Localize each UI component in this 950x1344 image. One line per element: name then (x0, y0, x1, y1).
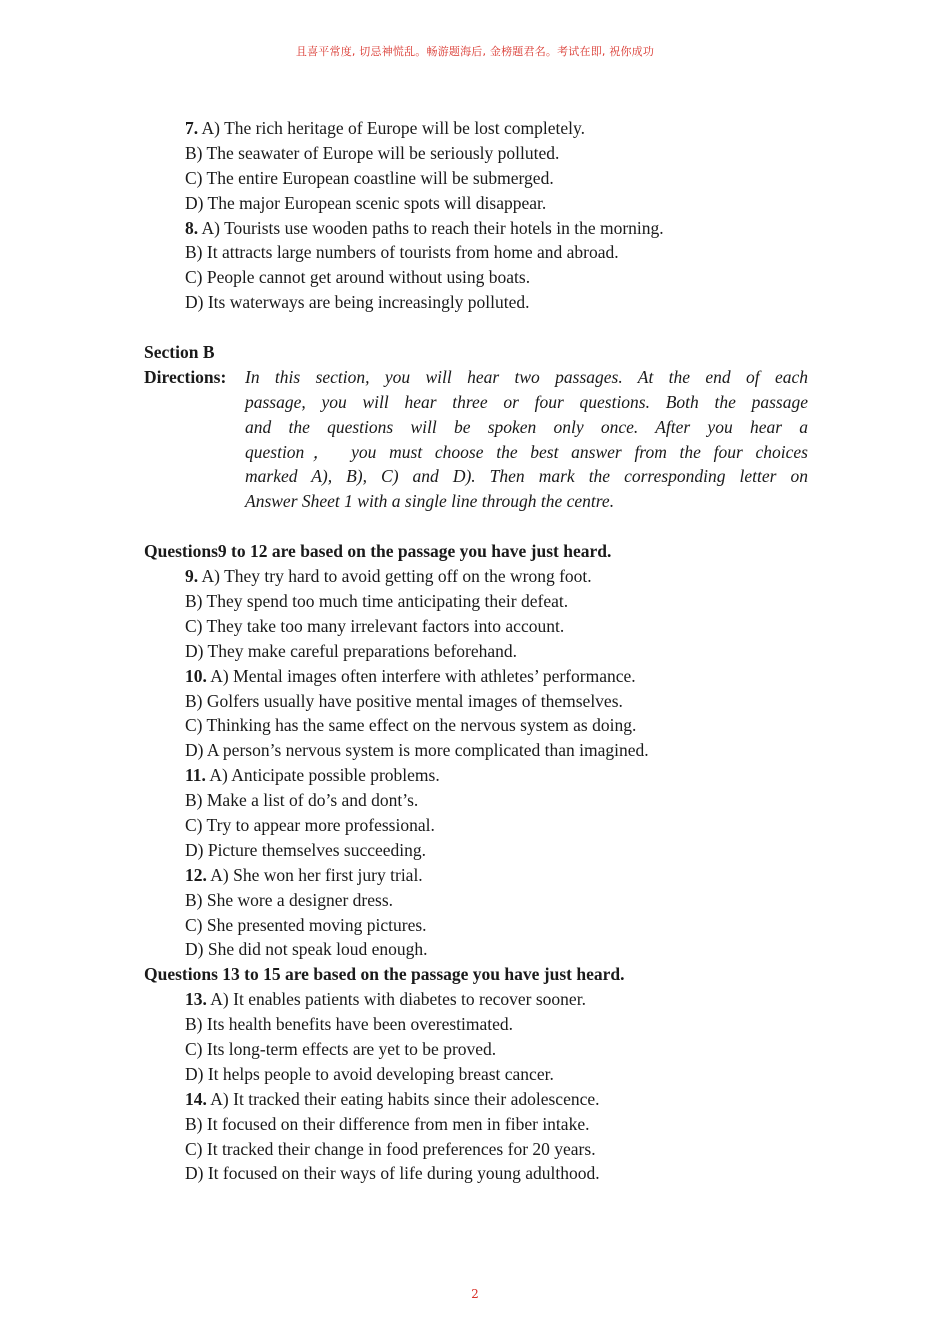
section-b-title: Section B (144, 342, 215, 363)
question-14-option-b: B) It focused on their difference from men in fiber intake. (185, 1113, 590, 1134)
question-7-option-a: 7. A) The rich heritage of Europe will be lost completely. (185, 118, 585, 138)
passage-two-heading: Questions 13 to 15 are based on the passage you have just heard. (144, 964, 625, 985)
question-number: 13. (185, 989, 207, 1010)
question-7-option-d: D) The major European scenic spots will disappear. (185, 192, 547, 213)
question-10-option-d: D) A person’s nervous system is more complicated than imagined. (185, 740, 649, 761)
question-11-option-b: B) Make a list of do’s and dont’s. (185, 790, 419, 811)
question-9-option-b: B) They spend too much time anticipating their defeat. (185, 590, 569, 611)
question-12-option-c: C) She presented moving pictures. (185, 914, 427, 935)
question-14-option-c: C) It tracked their change in food preferences for 20 years. (185, 1138, 596, 1159)
directions-label: Directions: (144, 366, 227, 387)
directions-line: and the questions will be spoken only once. After you hear a (245, 416, 808, 437)
directions-line: marked A), B), C) and D). Then mark the corresponding letter on (245, 466, 808, 487)
question-number: 7. (185, 118, 199, 138)
question-13-option-d: D) It helps people to avoid developing breast cancer. (185, 1063, 554, 1084)
question-number: 12. (185, 864, 207, 885)
question-8-option-b: B) It attracts large numbers of tourists from home and abroad. (185, 242, 619, 263)
question-number: 8. (185, 217, 199, 238)
question-13-option-c: C) Its long-term effects are yet to be proved. (185, 1038, 497, 1059)
passage-one-heading: Questions9 to 12 are based on the passage you have just heard. (144, 541, 612, 562)
question-10-option-b: B) Golfers usually have positive mental images of themselves. (185, 690, 623, 711)
question-8-option-a: 8. A) Tourists use wooden paths to reach their hotels in the morning. (185, 217, 664, 238)
question-8-option-d: D) Its waterways are being increasingly polluted. (185, 292, 530, 313)
question-11-option-c: C) Try to appear more professional. (185, 814, 435, 835)
question-12-option-b: B) She wore a designer dress. (185, 889, 394, 910)
directions-line: Answer Sheet 1 with a single line through the centre. (245, 491, 615, 512)
question-12-option-d: D) She did not speak loud enough. (185, 939, 428, 960)
question-11-option-d: D) Picture themselves succeeding. (185, 839, 427, 860)
question-9-option-a: 9. A) They try hard to avoid getting off on the wrong foot. (185, 566, 592, 587)
header-motto: 且喜平常度, 切忌神慌乱。畅游题海后, 金榜题君名。考试在即, 祝你成功 (295, 45, 655, 58)
question-number: 9. (185, 566, 199, 587)
question-7-option-c: C) The entire European coastline will be submerged. (185, 167, 554, 188)
directions-line: passage, you will hear three or four questions. Both the passage (245, 391, 808, 412)
question-14-option-d: D) It focused on their ways of life during young adulthood. (185, 1163, 600, 1184)
question-10-option-c: C) Thinking has the same effect on the nervous system as doing. (185, 715, 637, 736)
question-8-option-c: C) People cannot get around without using boats. (185, 267, 531, 288)
question-9-option-c: C) They take too many irrelevant factors into account. (185, 615, 565, 636)
exam-content (144, 116, 810, 1186)
directions-text (245, 365, 808, 390)
question-number: 10. (185, 665, 207, 686)
question-10-option-a: 10. A) Mental images often interfere with athletes’ performance. (185, 665, 636, 686)
directions-continuation (144, 390, 810, 514)
section-b-directions (144, 365, 810, 390)
question-13-option-b: B) Its health benefits have been overestimated. (185, 1014, 514, 1035)
question-13-option-a: 13. A) It enables patients with diabetes to recover sooner. (185, 989, 586, 1010)
spacer (144, 315, 810, 340)
question-14-option-a: 14. A) It tracked their eating habits since their adolescence. (185, 1088, 600, 1109)
question-7-option-b: B) The seawater of Europe will be seriously polluted. (185, 142, 560, 163)
question-number: 11. (185, 765, 206, 786)
question-11-option-a: 11. A) Anticipate possible problems. (185, 765, 440, 786)
directions-line: question， you must choose the best answer from the four choices (245, 441, 808, 462)
question-12-option-a: 12. A) She won her first jury trial. (185, 864, 423, 885)
question-number: 14. (185, 1088, 207, 1109)
directions-line: In this section, you will hear two passages. At the end of each (245, 366, 808, 387)
question-9-option-d: D) They make careful preparations beforehand. (185, 640, 518, 661)
page-number: 2 (471, 1287, 479, 1301)
spacer (144, 514, 810, 539)
